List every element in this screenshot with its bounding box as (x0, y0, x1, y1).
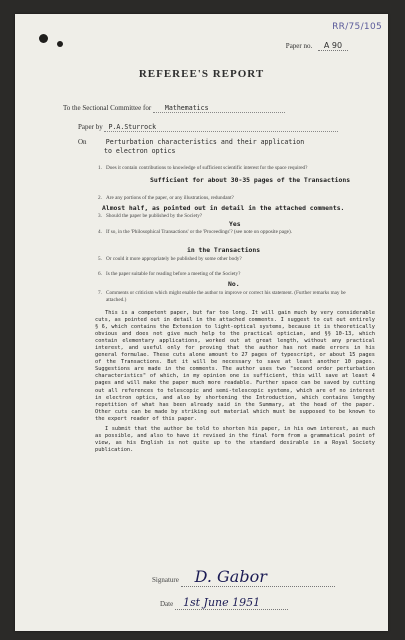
report-title: REFEREE'S REPORT (138, 68, 265, 80)
committee-value: Mathematics (153, 104, 285, 113)
signature-label: Signature (152, 576, 179, 584)
punch-hole (39, 34, 48, 43)
paper-number-value: A 90 (318, 41, 348, 51)
signature-row (152, 567, 335, 587)
answer-1: Sufficient for about 30-35 pages of the Transactions (150, 176, 351, 184)
question-6: 6. Is the paper suitable for reading before a meeting of the Society? (98, 271, 241, 277)
committee-row (63, 104, 285, 113)
paper-number (286, 41, 348, 51)
paper-by-value: P.A.Sturrock (104, 123, 338, 132)
question-3: 3. Should the paper be published by the Society? (98, 213, 203, 219)
date-label: Date (160, 600, 174, 608)
comment-paragraph: This is a competent paper, but far too long. It will gain much by very considerable cuts, as pointed out in detail in the attached comments. I suggest to cut out entirely § 6, which contains the Extension to light-optical systems, because it is theoretically obvious and does not give much help to the practical optician, and §§ 10-13, which contain elementary applications, worked out at great length, without any practical interest, and useful only for proving that the author has not made errors in his general formulae. These cuts alone amount to 27 pages of typescript, or about 15 pages of the Transactions. But it will be necessary to save at least another 10 pages. Suggestions are made in the comments. The author uses two "second order perturbation characteristics" of which, in my opinion one is sufficient, this will save at least 4 pages and will make the paper much more readable. Further space can be saved by cutting out all references to telescopic and semi-telescopic systems, which are of no interest in electron optics, and also by shortening the Introduction, which contains lengthy repetition of what has been already said in the Summary, at the head of the paper. Other cuts can be made by striking out material which must be supposed to be known to the expert reader of this paper. (95, 310, 375, 422)
question-5: 5. Or could it more appropriately be published by some other body? (98, 256, 242, 262)
on-label: On (78, 138, 87, 146)
report-sheet (15, 14, 388, 631)
question-1: 1. Does it contain contributions to knowledge of sufficient scientific interest for the space required? (98, 165, 308, 171)
on-value-line2: to electron optics (104, 147, 176, 155)
archive-reference: RR/75/105 (332, 22, 382, 32)
on-row (78, 138, 304, 146)
question-7: 7. Comments or criticism which might enable the author to improve or correct his statement. (Further remarks may be attached.) (98, 290, 346, 303)
answer-4: in the Transactions (187, 246, 261, 254)
date-value: 1st June 1951 (175, 596, 288, 610)
on-value-line1: Perturbation characteristics and their application (105, 138, 305, 146)
on-row-2 (104, 147, 175, 155)
answer-2: Almost half, as pointed out in detail in the attached comments. (102, 204, 345, 212)
signature-value: D. Gabor (181, 567, 335, 587)
question-4: 4. If so, in the 'Philosophical Transactions' or the 'Proceedings'? (see note on opposite page). (98, 229, 292, 235)
referee-comments (95, 310, 375, 457)
question-2: 2. Are any portions of the paper, or any illustrations, redundant? (98, 195, 234, 201)
answer-3: Yes (229, 220, 241, 228)
date-row (160, 596, 288, 610)
committee-label: To the Sectional Committee for (63, 104, 152, 112)
punch-hole (57, 41, 63, 47)
paper-by-label: Paper by (78, 123, 103, 131)
answer-6: No. (228, 280, 240, 288)
paper-number-label: Paper no. (285, 42, 313, 50)
paper-by-row (78, 123, 338, 132)
comment-paragraph: I submit that the author be told to shorten his paper, in his own interest, as much as possible, and also to have it revised in the final form from a grammatical point of view, as his English is not quite up to the standard desirable in a Royal Society publication. (95, 425, 375, 453)
